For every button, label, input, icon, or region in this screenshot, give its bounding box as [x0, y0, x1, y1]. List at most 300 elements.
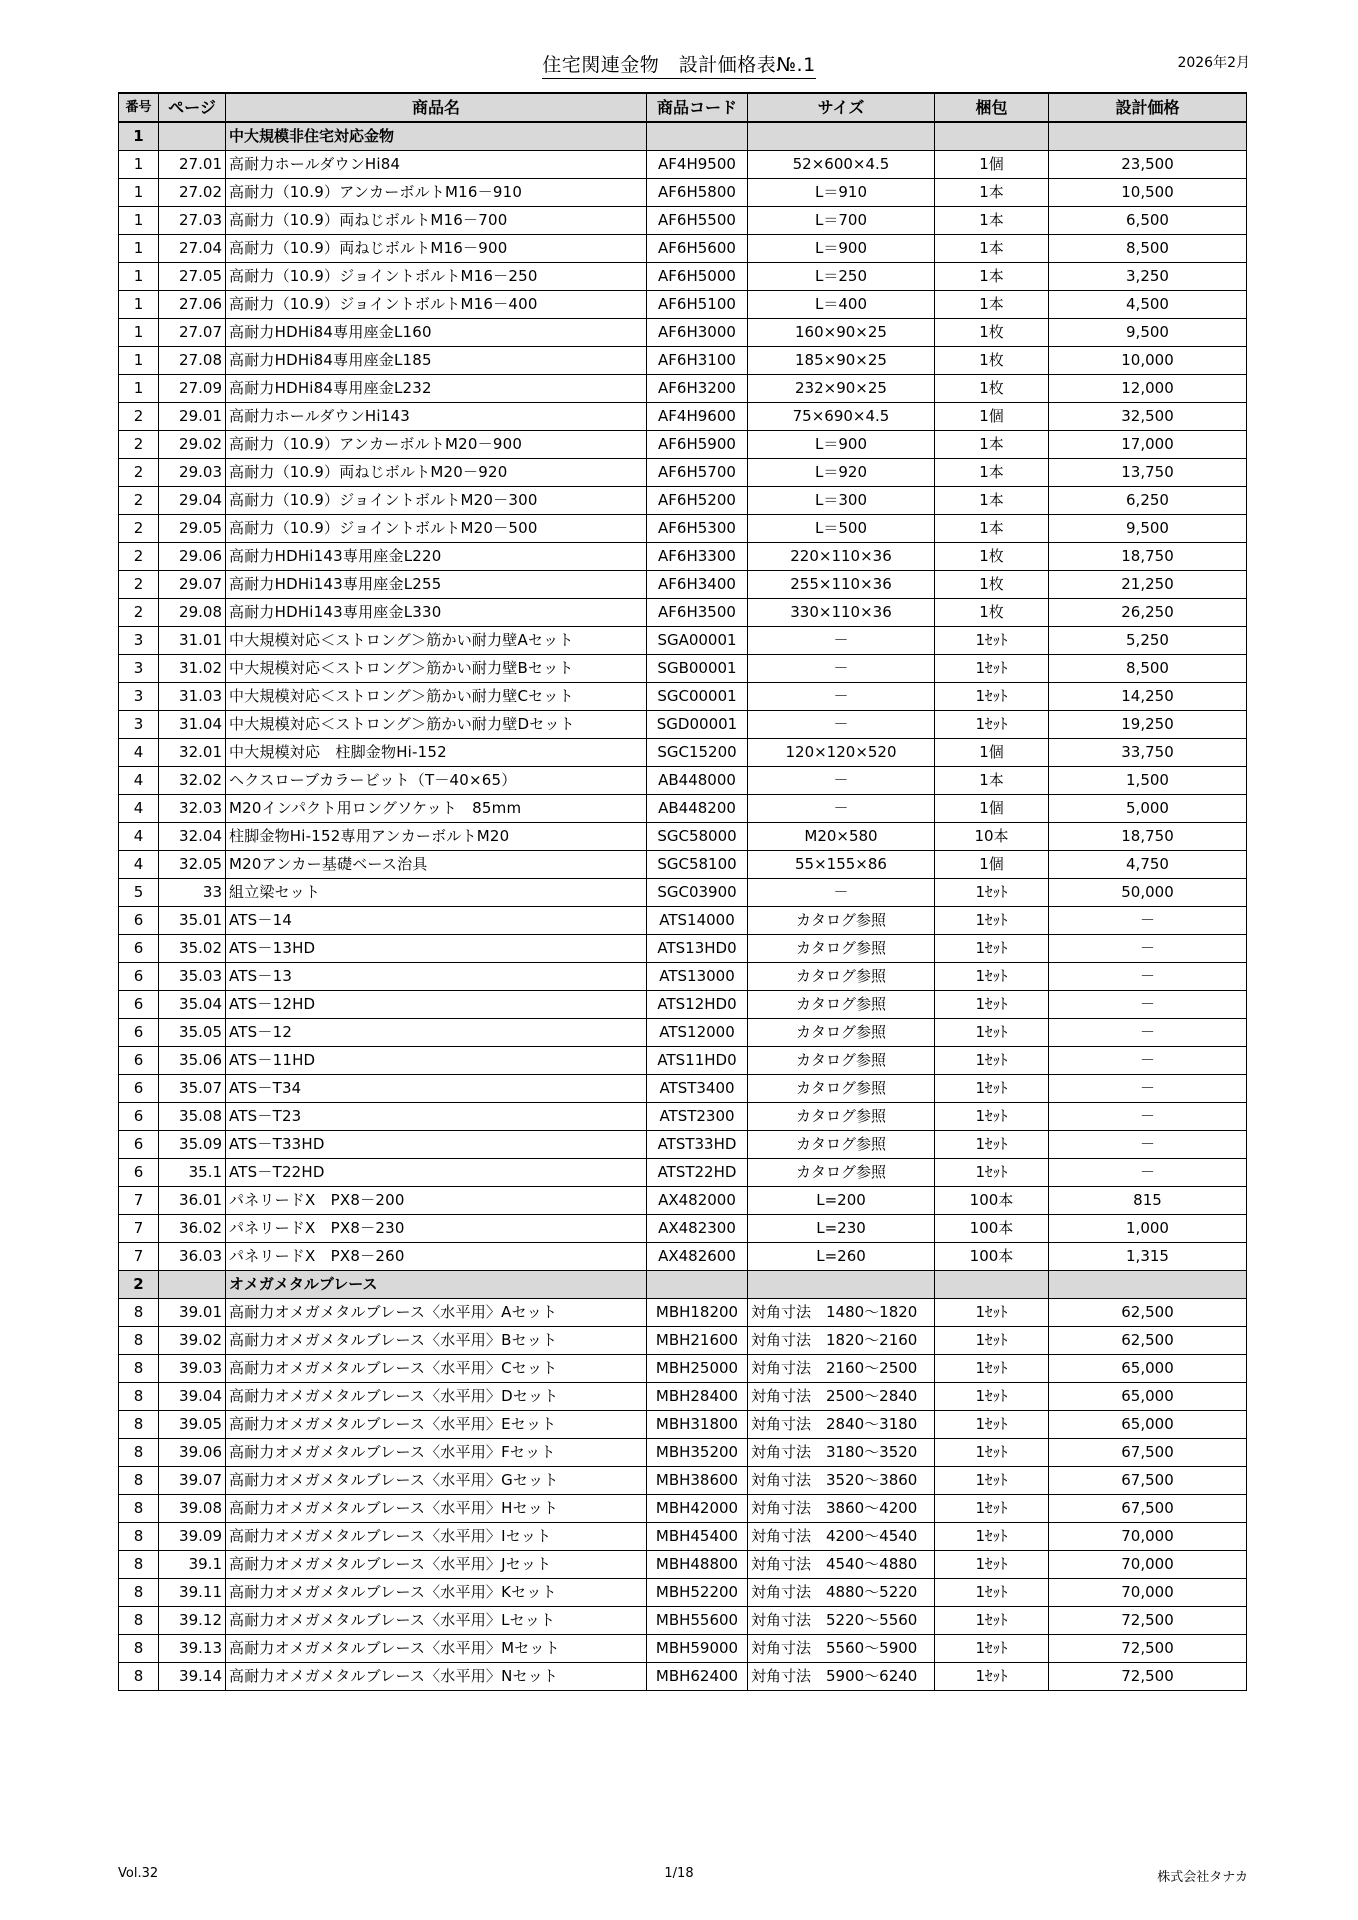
header-page: ページ: [159, 93, 226, 122]
section-empty-cell: [748, 1271, 935, 1299]
cell-product-code: ATS11HD0: [647, 1047, 748, 1075]
cell-size: カタログ参照: [748, 1131, 935, 1159]
cell-page: 27.07: [159, 319, 226, 347]
cell-packing: 1ｾｯﾄ: [935, 963, 1049, 991]
cell-product-name: 中大規模対応＜ストロング＞筋かい耐力壁Aセット: [226, 627, 647, 655]
table-row: [119, 795, 1247, 823]
cell-page: 29.06: [159, 543, 226, 571]
cell-product-name: 高耐力オメガメタルブレース〈水平用〉Kセット: [226, 1579, 647, 1607]
cell-size: L＝920: [748, 459, 935, 487]
cell-packing: 1枚: [935, 347, 1049, 375]
cell-packing: 1本: [935, 263, 1049, 291]
cell-product-code: MBH45400: [647, 1523, 748, 1551]
table-row: [119, 403, 1247, 431]
cell-product-name: 高耐力オメガメタルブレース〈水平用〉Gセット: [226, 1467, 647, 1495]
cell-number: 1: [119, 291, 159, 319]
cell-packing: 1本: [935, 235, 1049, 263]
table-row: [119, 1355, 1247, 1383]
cell-product-code: MBH38600: [647, 1467, 748, 1495]
cell-number: 7: [119, 1215, 159, 1243]
cell-number: 1: [119, 235, 159, 263]
cell-size: 対角寸法 2500～2840: [748, 1383, 935, 1411]
cell-design-price: 62,500: [1049, 1327, 1247, 1355]
cell-number: 6: [119, 1131, 159, 1159]
cell-number: 6: [119, 935, 159, 963]
cell-page: 29.04: [159, 487, 226, 515]
cell-number: 2: [119, 515, 159, 543]
cell-design-price: 3,250: [1049, 263, 1247, 291]
cell-packing: 1枚: [935, 599, 1049, 627]
cell-product-code: AF6H3400: [647, 571, 748, 599]
cell-product-code: AF6H3100: [647, 347, 748, 375]
table-row: [119, 1299, 1247, 1327]
cell-page: 39.02: [159, 1327, 226, 1355]
cell-size: カタログ参照: [748, 907, 935, 935]
table-row: [119, 627, 1247, 655]
issue-date: 2026年2月: [1177, 55, 1250, 71]
cell-design-price: 5,250: [1049, 627, 1247, 655]
cell-design-price: －: [1049, 935, 1247, 963]
table-row: [119, 683, 1247, 711]
cell-product-name: 高耐力（10.9）ジョイントボルトM20－300: [226, 487, 647, 515]
cell-design-price: 10,500: [1049, 179, 1247, 207]
cell-product-name: 高耐力オメガメタルブレース〈水平用〉Dセット: [226, 1383, 647, 1411]
cell-size: カタログ参照: [748, 963, 935, 991]
footer-company: 株式会社タナカ: [1157, 1870, 1248, 1885]
cell-page: 35.02: [159, 935, 226, 963]
cell-product-code: ATS12HD0: [647, 991, 748, 1019]
cell-size: 対角寸法 5900～6240: [748, 1663, 935, 1691]
cell-packing: 1ｾｯﾄ: [935, 711, 1049, 739]
cell-number: 2: [119, 571, 159, 599]
table-row: [119, 431, 1247, 459]
cell-design-price: 62,500: [1049, 1299, 1247, 1327]
cell-size: 対角寸法 5560～5900: [748, 1635, 935, 1663]
cell-product-code: MBH21600: [647, 1327, 748, 1355]
cell-number: 7: [119, 1243, 159, 1271]
cell-page: 39.13: [159, 1635, 226, 1663]
cell-number: 8: [119, 1579, 159, 1607]
cell-product-code: AX482000: [647, 1187, 748, 1215]
cell-product-code: ATST22HD: [647, 1159, 748, 1187]
cell-design-price: 18,750: [1049, 823, 1247, 851]
cell-design-price: 70,000: [1049, 1579, 1247, 1607]
cell-number: 1: [119, 151, 159, 179]
table-row: [119, 263, 1247, 291]
cell-product-code: AF6H3500: [647, 599, 748, 627]
cell-size: 対角寸法 3180～3520: [748, 1439, 935, 1467]
cell-product-name: ATS－12: [226, 1019, 647, 1047]
cell-design-price: 72,500: [1049, 1635, 1247, 1663]
cell-product-code: AB448000: [647, 767, 748, 795]
cell-page: 27.08: [159, 347, 226, 375]
cell-product-name: 高耐力オメガメタルブレース〈水平用〉Aセット: [226, 1299, 647, 1327]
cell-packing: 1本: [935, 487, 1049, 515]
cell-product-code: AF6H5300: [647, 515, 748, 543]
table-row: [119, 1411, 1247, 1439]
section-empty-cell: [935, 122, 1049, 151]
cell-packing: 1ｾｯﾄ: [935, 879, 1049, 907]
cell-size: カタログ参照: [748, 1019, 935, 1047]
cell-packing: 1ｾｯﾄ: [935, 1075, 1049, 1103]
cell-packing: 1本: [935, 431, 1049, 459]
cell-design-price: 1,000: [1049, 1215, 1247, 1243]
cell-number: 2: [119, 599, 159, 627]
table-row: [119, 907, 1247, 935]
cell-packing: 1枚: [935, 375, 1049, 403]
cell-number: 4: [119, 795, 159, 823]
table-row: [119, 1607, 1247, 1635]
cell-product-name: 中大規模対応＜ストロング＞筋かい耐力壁Bセット: [226, 655, 647, 683]
cell-size: 対角寸法 2840～3180: [748, 1411, 935, 1439]
cell-product-code: MBH55600: [647, 1607, 748, 1635]
cell-design-price: 9,500: [1049, 319, 1247, 347]
cell-design-price: 67,500: [1049, 1467, 1247, 1495]
cell-number: 6: [119, 1075, 159, 1103]
cell-product-name: ATS－11HD: [226, 1047, 647, 1075]
cell-page: 27.01: [159, 151, 226, 179]
cell-packing: 1個: [935, 403, 1049, 431]
table-row: [119, 823, 1247, 851]
cell-product-code: ATS13HD0: [647, 935, 748, 963]
section-empty-cell: [748, 122, 935, 151]
table-row: [119, 1327, 1247, 1355]
cell-product-code: AF6H3300: [647, 543, 748, 571]
cell-page: 39.12: [159, 1607, 226, 1635]
table-row: [119, 935, 1247, 963]
cell-packing: 10本: [935, 823, 1049, 851]
cell-packing: 1ｾｯﾄ: [935, 991, 1049, 1019]
cell-page: 29.07: [159, 571, 226, 599]
cell-product-name: ATS－T33HD: [226, 1131, 647, 1159]
header-size: サイズ: [748, 93, 935, 122]
cell-product-name: 高耐力（10.9）ジョイントボルトM20－500: [226, 515, 647, 543]
table-row: [119, 1019, 1247, 1047]
cell-page: 39.01: [159, 1299, 226, 1327]
cell-packing: 1ｾｯﾄ: [935, 1383, 1049, 1411]
cell-size: －: [748, 655, 935, 683]
cell-number: 2: [119, 403, 159, 431]
cell-product-name: 高耐力（10.9）両ねじボルトM16－700: [226, 207, 647, 235]
cell-product-name: 高耐力HDHi143専用座金L255: [226, 571, 647, 599]
cell-size: －: [748, 795, 935, 823]
cell-size: －: [748, 627, 935, 655]
cell-design-price: 70,000: [1049, 1551, 1247, 1579]
cell-size: L＝700: [748, 207, 935, 235]
cell-number: 1: [119, 179, 159, 207]
cell-page: 39.03: [159, 1355, 226, 1383]
cell-number: 8: [119, 1439, 159, 1467]
cell-product-name: ATS－13: [226, 963, 647, 991]
cell-page: 29.05: [159, 515, 226, 543]
cell-design-price: 6,500: [1049, 207, 1247, 235]
table-row: [119, 1467, 1247, 1495]
table-row: [119, 1523, 1247, 1551]
cell-product-name: 高耐力オメガメタルブレース〈水平用〉Hセット: [226, 1495, 647, 1523]
cell-packing: 100本: [935, 1187, 1049, 1215]
cell-page: 35.03: [159, 963, 226, 991]
cell-product-code: AF6H5200: [647, 487, 748, 515]
cell-product-name: 高耐力（10.9）両ねじボルトM20－920: [226, 459, 647, 487]
cell-packing: 1ｾｯﾄ: [935, 1607, 1049, 1635]
cell-product-code: AF4H9500: [647, 151, 748, 179]
cell-page: 39.05: [159, 1411, 226, 1439]
cell-number: 2: [119, 487, 159, 515]
cell-product-code: SGB00001: [647, 655, 748, 683]
cell-page: 33: [159, 879, 226, 907]
header-packing: 梱包: [935, 93, 1049, 122]
cell-design-price: 18,750: [1049, 543, 1247, 571]
cell-design-price: 26,250: [1049, 599, 1247, 627]
footer-volume: Vol.32: [118, 1866, 159, 1881]
cell-product-code: SGA00001: [647, 627, 748, 655]
cell-packing: 100本: [935, 1243, 1049, 1271]
section-title: 中大規模非住宅対応金物: [226, 122, 647, 151]
cell-size: 75×690×4.5: [748, 403, 935, 431]
cell-packing: 1ｾｯﾄ: [935, 1327, 1049, 1355]
cell-packing: 1ｾｯﾄ: [935, 935, 1049, 963]
section-number: 1: [119, 122, 159, 151]
cell-page: 27.05: [159, 263, 226, 291]
cell-product-code: ATS13000: [647, 963, 748, 991]
table-row: [119, 459, 1247, 487]
cell-number: 1: [119, 319, 159, 347]
table-row: [119, 543, 1247, 571]
cell-size: 185×90×25: [748, 347, 935, 375]
cell-page: 32.02: [159, 767, 226, 795]
cell-design-price: 10,000: [1049, 347, 1247, 375]
cell-design-price: 67,500: [1049, 1495, 1247, 1523]
section-empty-cell: [1049, 122, 1247, 151]
cell-packing: 1本: [935, 767, 1049, 795]
cell-product-name: ATS－T34: [226, 1075, 647, 1103]
section-empty-cell: [935, 1271, 1049, 1299]
cell-product-name: 高耐力オメガメタルブレース〈水平用〉Lセット: [226, 1607, 647, 1635]
price-table: [118, 92, 1247, 1691]
table-row: [119, 347, 1247, 375]
cell-number: 4: [119, 823, 159, 851]
table-row: [119, 1159, 1247, 1187]
table-row: [119, 599, 1247, 627]
table-row: [119, 1663, 1247, 1691]
table-row: [119, 991, 1247, 1019]
cell-design-price: －: [1049, 1159, 1247, 1187]
cell-size: －: [748, 879, 935, 907]
cell-design-price: 9,500: [1049, 515, 1247, 543]
table-row: [119, 739, 1247, 767]
cell-page: 27.09: [159, 375, 226, 403]
cell-size: L＝500: [748, 515, 935, 543]
cell-product-name: 高耐力（10.9）アンカーボルトM20－900: [226, 431, 647, 459]
cell-design-price: －: [1049, 1019, 1247, 1047]
cell-product-code: ATS12000: [647, 1019, 748, 1047]
cell-product-name: M20アンカー基礎ベース治具: [226, 851, 647, 879]
cell-size: カタログ参照: [748, 1047, 935, 1075]
table-row: [119, 151, 1247, 179]
cell-product-code: MBH18200: [647, 1299, 748, 1327]
cell-product-name: 中大規模対応＜ストロング＞筋かい耐力壁Dセット: [226, 711, 647, 739]
cell-page: 35.06: [159, 1047, 226, 1075]
cell-page: 39.07: [159, 1467, 226, 1495]
table-row: [119, 1635, 1247, 1663]
cell-product-code: MBH28400: [647, 1383, 748, 1411]
cell-page: 39.06: [159, 1439, 226, 1467]
section-page-cell: [159, 1271, 226, 1299]
section-number: 2: [119, 1271, 159, 1299]
cell-design-price: 21,250: [1049, 571, 1247, 599]
cell-page: 29.08: [159, 599, 226, 627]
cell-product-code: ATST3400: [647, 1075, 748, 1103]
cell-page: 35.1: [159, 1159, 226, 1187]
cell-product-code: AF6H5900: [647, 431, 748, 459]
cell-product-name: 高耐力（10.9）アンカーボルトM16－910: [226, 179, 647, 207]
cell-product-name: パネリードX PX8－230: [226, 1215, 647, 1243]
cell-size: L=200: [748, 1187, 935, 1215]
cell-size: 55×155×86: [748, 851, 935, 879]
cell-product-code: MBH25000: [647, 1355, 748, 1383]
cell-number: 4: [119, 767, 159, 795]
cell-number: 3: [119, 711, 159, 739]
cell-page: 27.02: [159, 179, 226, 207]
table-row: [119, 851, 1247, 879]
cell-size: 対角寸法 3860～4200: [748, 1495, 935, 1523]
cell-size: 330×110×36: [748, 599, 935, 627]
cell-number: 2: [119, 543, 159, 571]
cell-page: 35.05: [159, 1019, 226, 1047]
cell-design-price: 50,000: [1049, 879, 1247, 907]
section-empty-cell: [647, 1271, 748, 1299]
cell-packing: 1個: [935, 739, 1049, 767]
cell-product-code: AF6H5000: [647, 263, 748, 291]
cell-packing: 1ｾｯﾄ: [935, 1495, 1049, 1523]
cell-page: 39.08: [159, 1495, 226, 1523]
cell-page: 35.07: [159, 1075, 226, 1103]
cell-product-name: 中大規模対応 柱脚金物Hi-152: [226, 739, 647, 767]
cell-number: 8: [119, 1495, 159, 1523]
cell-product-code: ATST2300: [647, 1103, 748, 1131]
cell-design-price: 6,250: [1049, 487, 1247, 515]
cell-design-price: 70,000: [1049, 1523, 1247, 1551]
cell-size: カタログ参照: [748, 1075, 935, 1103]
cell-size: カタログ参照: [748, 935, 935, 963]
cell-product-name: ATS－14: [226, 907, 647, 935]
cell-number: 8: [119, 1663, 159, 1691]
page-title-text: 住宅関連金物 設計価格表№.1: [542, 54, 815, 79]
table-row: [119, 767, 1247, 795]
cell-number: 6: [119, 907, 159, 935]
cell-design-price: 67,500: [1049, 1439, 1247, 1467]
cell-packing: 1ｾｯﾄ: [935, 627, 1049, 655]
cell-product-name: 高耐力オメガメタルブレース〈水平用〉Iセット: [226, 1523, 647, 1551]
cell-packing: 1ｾｯﾄ: [935, 1355, 1049, 1383]
cell-size: L=260: [748, 1243, 935, 1271]
cell-product-name: ATS－T22HD: [226, 1159, 647, 1187]
cell-product-name: 高耐力HDHi84専用座金L232: [226, 375, 647, 403]
cell-design-price: －: [1049, 991, 1247, 1019]
table-row: [119, 1075, 1247, 1103]
cell-product-name: 高耐力オメガメタルブレース〈水平用〉Bセット: [226, 1327, 647, 1355]
cell-page: 32.03: [159, 795, 226, 823]
cell-packing: 1ｾｯﾄ: [935, 1635, 1049, 1663]
cell-packing: 1枚: [935, 571, 1049, 599]
cell-product-name: 高耐力HDHi143専用座金L220: [226, 543, 647, 571]
cell-size: カタログ参照: [748, 991, 935, 1019]
cell-size: M20×580: [748, 823, 935, 851]
cell-product-code: MBH48800: [647, 1551, 748, 1579]
table-row: [119, 319, 1247, 347]
cell-design-price: 8,500: [1049, 235, 1247, 263]
table-row: [119, 207, 1247, 235]
cell-product-name: ATS－T23: [226, 1103, 647, 1131]
cell-design-price: 13,750: [1049, 459, 1247, 487]
cell-size: L＝900: [748, 431, 935, 459]
cell-packing: 1個: [935, 795, 1049, 823]
cell-design-price: 65,000: [1049, 1383, 1247, 1411]
table-row: [119, 1243, 1247, 1271]
cell-size: カタログ参照: [748, 1103, 935, 1131]
cell-product-name: 高耐力オメガメタルブレース〈水平用〉Nセット: [226, 1663, 647, 1691]
cell-size: 160×90×25: [748, 319, 935, 347]
header-product-name: 商品名: [226, 93, 647, 122]
table-row: [119, 1551, 1247, 1579]
cell-size: 対角寸法 4880～5220: [748, 1579, 935, 1607]
cell-number: 2: [119, 431, 159, 459]
cell-product-name: 柱脚金物Hi-152専用アンカーボルトM20: [226, 823, 647, 851]
cell-product-name: 高耐力ホールダウンHi84: [226, 151, 647, 179]
cell-product-name: M20インパクト用ロングソケット 85mm: [226, 795, 647, 823]
cell-number: 8: [119, 1607, 159, 1635]
cell-product-code: AF6H5700: [647, 459, 748, 487]
cell-page: 31.04: [159, 711, 226, 739]
cell-page: 32.05: [159, 851, 226, 879]
cell-packing: 1ｾｯﾄ: [935, 1159, 1049, 1187]
cell-product-name: 高耐力オメガメタルブレース〈水平用〉Jセット: [226, 1551, 647, 1579]
table-row: [119, 515, 1247, 543]
cell-number: 6: [119, 1103, 159, 1131]
cell-number: 6: [119, 1047, 159, 1075]
cell-design-price: －: [1049, 1075, 1247, 1103]
cell-design-price: 815: [1049, 1187, 1247, 1215]
cell-page: 32.04: [159, 823, 226, 851]
cell-page: 31.01: [159, 627, 226, 655]
table-row: [119, 291, 1247, 319]
cell-number: 6: [119, 963, 159, 991]
section-row: [119, 122, 1247, 151]
cell-size: 対角寸法 1820～2160: [748, 1327, 935, 1355]
cell-design-price: 23,500: [1049, 151, 1247, 179]
cell-page: 29.02: [159, 431, 226, 459]
cell-product-code: ATS14000: [647, 907, 748, 935]
cell-design-price: 14,250: [1049, 683, 1247, 711]
cell-page: 35.08: [159, 1103, 226, 1131]
cell-number: 6: [119, 1019, 159, 1047]
table-row: [119, 1383, 1247, 1411]
cell-page: 35.01: [159, 907, 226, 935]
cell-product-code: SGC58100: [647, 851, 748, 879]
cell-size: L=230: [748, 1215, 935, 1243]
cell-number: 3: [119, 655, 159, 683]
cell-size: 対角寸法 1480～1820: [748, 1299, 935, 1327]
cell-page: 35.09: [159, 1131, 226, 1159]
cell-design-price: 17,000: [1049, 431, 1247, 459]
cell-packing: 1本: [935, 515, 1049, 543]
cell-page: 27.06: [159, 291, 226, 319]
cell-number: 3: [119, 627, 159, 655]
cell-packing: 1ｾｯﾄ: [935, 907, 1049, 935]
cell-number: 8: [119, 1299, 159, 1327]
cell-packing: 1ｾｯﾄ: [935, 1131, 1049, 1159]
table-body: [119, 122, 1247, 1691]
